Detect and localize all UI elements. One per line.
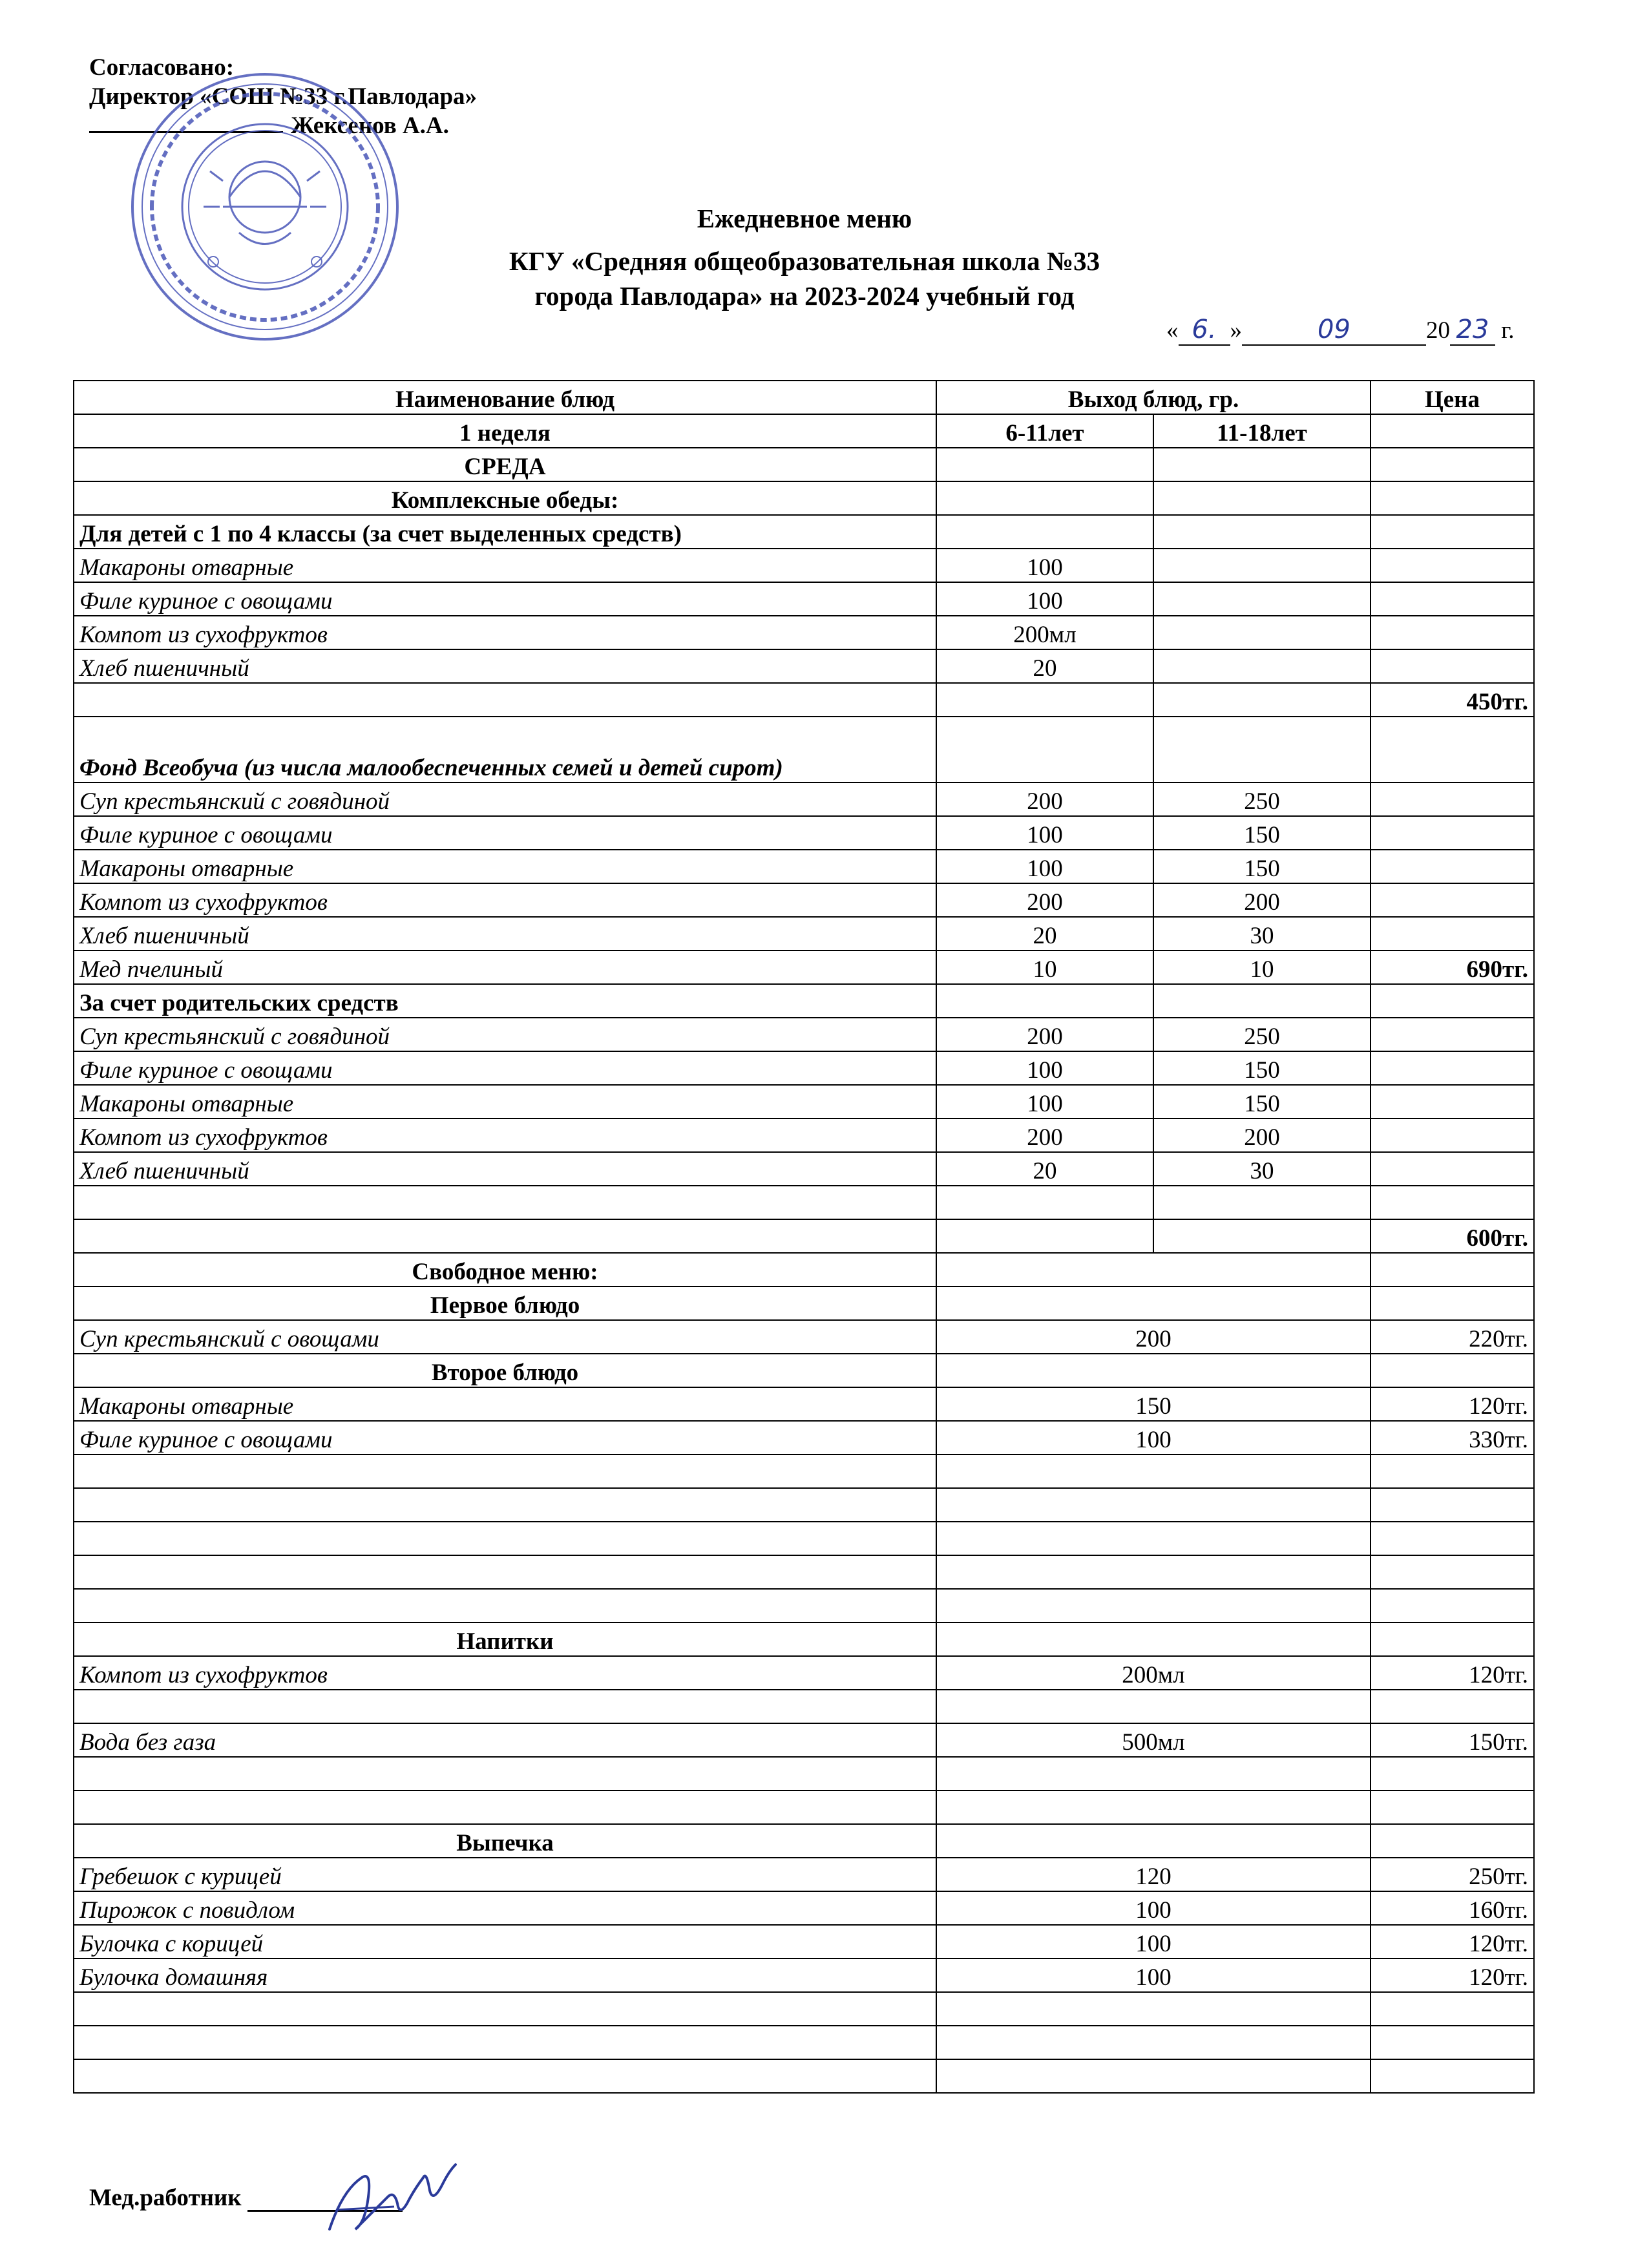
medic-label: Мед.работник (89, 2185, 242, 2211)
approval-director: Директор «СОШ №33 г.Павлодара» (89, 83, 478, 110)
table-row (74, 2059, 1534, 2093)
dish-name: Хлеб пшеничный (74, 917, 936, 950)
dish-yield-6-11: 200 (936, 1018, 1153, 1051)
dish-price: 250тг. (1371, 1858, 1534, 1891)
menu-date (1166, 315, 1515, 346)
header-name: Наименование блюд (74, 381, 936, 414)
date-month: 09 (1242, 315, 1426, 346)
dish-yield-6-11: 20 (936, 1152, 1153, 1186)
dish-yield-6-11: 200 (936, 883, 1153, 917)
dish-yield-6-11: 100 (936, 1051, 1153, 1085)
dish-yield-11-18: 150 (1153, 1051, 1371, 1085)
table-row (74, 1454, 1534, 1488)
dish-yield-11-18: 30 (1153, 917, 1371, 950)
dish-yield-6-11: 200 (936, 782, 1153, 816)
dish-yield: 100 (936, 1925, 1371, 1958)
dish-yield: 200мл (936, 1656, 1371, 1690)
dish-name: Булочка с корицей (74, 1925, 936, 1958)
dish-yield-11-18: 150 (1153, 816, 1371, 850)
dish-yield: 20 (936, 649, 1153, 683)
date-year-suffix: 23 (1450, 315, 1495, 346)
table-row (74, 1286, 1534, 1320)
table-row (74, 549, 1534, 582)
dish-yield-6-11: 20 (936, 917, 1153, 950)
table-row (74, 1488, 1534, 1522)
group1-title: Для детей с 1 по 4 классы (за счет выделенных средств) (74, 515, 936, 549)
table-row (74, 1656, 1534, 1690)
dish-name: Филе куриное с овощами (74, 1051, 936, 1085)
free-menu-label: Свободное меню: (74, 1253, 936, 1286)
table-row (74, 1118, 1534, 1152)
dish-name: Хлеб пшеничный (74, 1152, 936, 1186)
table-row (74, 1992, 1534, 2026)
dish-name: Макароны отварные (74, 1085, 936, 1118)
dish-name: Компот из сухофруктов (74, 1656, 936, 1690)
day-label: СРЕДА (74, 448, 936, 481)
dish-yield-11-18: 150 (1153, 1085, 1371, 1118)
date-year-prefix: 20 (1426, 317, 1450, 344)
table-row (74, 414, 1534, 448)
table-row (74, 1925, 1534, 1958)
dish-yield: 100 (936, 549, 1153, 582)
table-row (74, 1085, 1534, 1118)
table-row (74, 1522, 1534, 1555)
table-row (74, 782, 1534, 816)
dish-price: 150тг. (1371, 1723, 1534, 1757)
table-row (74, 984, 1534, 1018)
dish-name: Компот из сухофруктов (74, 1118, 936, 1152)
table-row (74, 816, 1534, 850)
table-row (74, 950, 1534, 984)
school-name-line1: КГУ «Средняя общеобразовательная школа №33 (509, 246, 1100, 276)
dish-name: Компот из сухофруктов (74, 883, 936, 917)
dish-name: Макароны отварные (74, 850, 936, 883)
table-row (74, 1186, 1534, 1219)
dish-yield: 100 (936, 1891, 1371, 1925)
dish-price: 120тг. (1371, 1925, 1534, 1958)
table-row (74, 1723, 1534, 1757)
dish-name: Хлеб пшеничный (74, 649, 936, 683)
dish-yield-11-18: 150 (1153, 850, 1371, 883)
table-row (74, 1219, 1534, 1253)
dish-name: Филе куриное с овощами (74, 1421, 936, 1454)
table-row (74, 1790, 1534, 1824)
table-row (74, 515, 1534, 549)
table-row (74, 850, 1534, 883)
dish-yield-6-11: 100 (936, 850, 1153, 883)
table-row (74, 1018, 1534, 1051)
date-day: 6. (1179, 315, 1230, 346)
dish-price: 160тг. (1371, 1891, 1534, 1925)
dish-yield-6-11: 10 (936, 950, 1153, 984)
table-row (74, 683, 1534, 717)
table-row (74, 2026, 1534, 2059)
table-row (74, 1051, 1534, 1085)
table-row (74, 649, 1534, 683)
header-yield: Выход блюд, гр. (936, 381, 1371, 414)
menu-table (73, 380, 1535, 2094)
complex-label: Комплексные обеды: (74, 481, 936, 515)
dish-yield-11-18: 200 (1153, 1118, 1371, 1152)
dish-yield-6-11: 100 (936, 816, 1153, 850)
group3-title: За счет родительских средств (74, 984, 936, 1018)
table-row (74, 917, 1534, 950)
handwritten-signature-icon (317, 2152, 472, 2242)
week-label: 1 неделя (74, 414, 936, 448)
dish-name: Суп крестьянский с говядиной (74, 782, 936, 816)
date-suffix: г. (1501, 317, 1515, 344)
dish-name: Мед пчелиный (74, 950, 936, 984)
group3-price: 600тг. (1371, 1219, 1534, 1253)
dish-yield-11-18: 250 (1153, 782, 1371, 816)
table-row (74, 1152, 1534, 1186)
school-name-line2: города Павлодара» на 2023-2024 учебный год (534, 281, 1075, 311)
table-row (74, 1757, 1534, 1790)
age-11-18: 11-18лет (1153, 414, 1371, 448)
menu-title: Ежедневное меню (697, 204, 912, 233)
dish-yield: 100 (936, 582, 1153, 616)
dish-price: 120тг. (1371, 1387, 1534, 1421)
table-row (74, 1891, 1534, 1925)
dish-yield-6-11: 100 (936, 1085, 1153, 1118)
dish-name: Суп крестьянский с говядиной (74, 1018, 936, 1051)
dish-yield: 200 (936, 1320, 1371, 1354)
dish-name: Пирожок с повидлом (74, 1891, 936, 1925)
dish-name: Суп крестьянский с овощами (74, 1320, 936, 1354)
table-row (74, 1690, 1534, 1723)
table-row (74, 1622, 1534, 1656)
dish-name: Булочка домашняя (74, 1958, 936, 1992)
dish-yield-6-11: 200 (936, 1118, 1153, 1152)
dish-yield: 100 (936, 1958, 1371, 1992)
table-row (74, 883, 1534, 917)
table-row (74, 1421, 1534, 1454)
dish-price: 330тг. (1371, 1421, 1534, 1454)
group2-price: 690тг. (1371, 950, 1534, 984)
first-course-label: Первое блюдо (74, 1286, 936, 1320)
dish-yield: 100 (936, 1421, 1371, 1454)
date-open-quote: « (1166, 317, 1179, 344)
age-6-11: 6-11лет (936, 414, 1153, 448)
second-course-label: Второе блюдо (74, 1354, 936, 1387)
header-price: Цена (1371, 381, 1534, 414)
dish-price: 120тг. (1371, 1958, 1534, 1992)
table-row (74, 1555, 1534, 1589)
table-row (74, 616, 1534, 649)
table-row (74, 1958, 1534, 1992)
dish-name: Компот из сухофруктов (74, 616, 936, 649)
dish-yield-11-18: 10 (1153, 950, 1371, 984)
dish-name: Гребешок с курицей (74, 1858, 936, 1891)
table-row (74, 1589, 1534, 1622)
dish-name: Вода без газа (74, 1723, 936, 1757)
dish-yield: 500мл (936, 1723, 1371, 1757)
drinks-label: Напитки (74, 1622, 936, 1656)
dish-name: Макароны отварные (74, 1387, 936, 1421)
table-row (74, 1824, 1534, 1858)
dish-yield-11-18: 250 (1153, 1018, 1371, 1051)
table-row (74, 448, 1534, 481)
dish-price: 220тг. (1371, 1320, 1534, 1354)
dish-price: 120тг. (1371, 1656, 1534, 1690)
group1-price: 450тг. (1371, 683, 1534, 717)
table-row (74, 1320, 1534, 1354)
table-row (74, 1354, 1534, 1387)
group2-title: Фонд Всеобуча (из числа малообеспеченных семей и детей сирот) (74, 717, 936, 782)
dish-yield: 200мл (936, 616, 1153, 649)
dish-yield: 120 (936, 1858, 1371, 1891)
director-name: Жексенов А.А. (291, 112, 449, 139)
table-row (74, 717, 1534, 782)
dish-name: Филе куриное с овощами (74, 582, 936, 616)
approval-label: Согласовано: (89, 54, 235, 81)
date-close-quote: » (1230, 317, 1242, 344)
dish-name: Филе куриное с овощами (74, 816, 936, 850)
table-row (74, 1253, 1534, 1286)
table-row (74, 582, 1534, 616)
table-row (74, 481, 1534, 515)
bakery-label: Выпечка (74, 1824, 936, 1858)
table-header-row (74, 381, 1534, 414)
dish-name: Макароны отварные (74, 549, 936, 582)
dish-yield-11-18: 200 (1153, 883, 1371, 917)
table-row (74, 1858, 1534, 1891)
table-row (74, 1387, 1534, 1421)
dish-yield: 150 (936, 1387, 1371, 1421)
dish-yield-11-18: 30 (1153, 1152, 1371, 1186)
